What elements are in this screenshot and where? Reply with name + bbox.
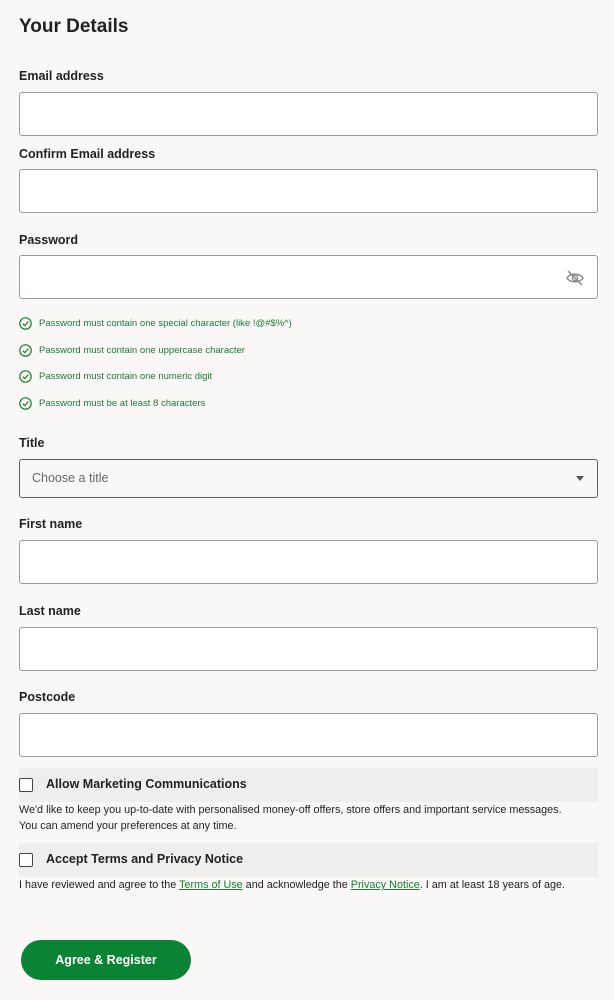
marketing-note-line: You can amend your preferences at any time. [19,820,237,832]
confirm-email-label: Confirm Email address [19,147,156,161]
terms-checkbox[interactable] [19,853,33,867]
first-name-field[interactable] [19,540,598,584]
postcode-field[interactable] [19,713,598,757]
first-name-label: First name [19,517,83,531]
last-name-label: Last name [19,604,81,618]
password-rule-text: Password must contain one uppercase character [39,344,245,356]
postcode-label: Postcode [19,690,76,704]
page-title: Your Details [19,16,129,37]
email-label: Email address [19,69,104,83]
password-rule-text: Password must be at least 8 characters [39,397,206,409]
last-name-field[interactable] [19,627,598,671]
password-field[interactable] [19,255,598,299]
password-rule [19,396,419,410]
terms-note-text: I have reviewed and agree to the [19,879,180,891]
marketing-note [19,802,599,834]
check-circle-icon [19,397,32,410]
check-circle-icon [19,317,32,330]
terms-note-text: . I am at least 18 years of age. [419,879,565,891]
marketing-checkbox-row[interactable] [19,768,598,802]
terms-of-use-link[interactable]: Terms of Use [179,879,243,891]
check-circle-icon [19,370,32,383]
confirm-email-field[interactable] [19,169,598,213]
caret-down-icon [576,476,584,481]
agree-register-button[interactable]: Agree & Register [21,940,191,980]
title-label: Title [19,436,45,450]
terms-note-text: and acknowledge the [242,879,351,891]
privacy-notice-link[interactable]: Privacy Notice [350,879,420,891]
password-label: Password [19,233,79,247]
marketing-note-line: We'd like to keep you up-to-date with personalised money-off offers, store offers and important service messages. [19,804,562,816]
terms-note [19,877,599,893]
password-rule-text: Password must contain one numeric digit [39,370,213,382]
terms-checkbox-row[interactable] [19,843,598,877]
eye-slash-icon[interactable] [565,269,585,287]
check-circle-icon [19,344,32,357]
password-rule-text: Password must contain one special character (like !@#$%^) [39,317,292,329]
title-select-placeholder: Choose a title [32,471,109,485]
terms-checkbox-label: Accept Terms and Privacy Notice [46,852,244,866]
password-rule [19,369,419,383]
email-field[interactable] [19,92,598,136]
password-rule [19,316,419,330]
marketing-checkbox[interactable] [19,778,33,792]
marketing-checkbox-label: Allow Marketing Communications [46,777,247,791]
title-select[interactable] [19,459,598,498]
password-rule [19,343,419,357]
